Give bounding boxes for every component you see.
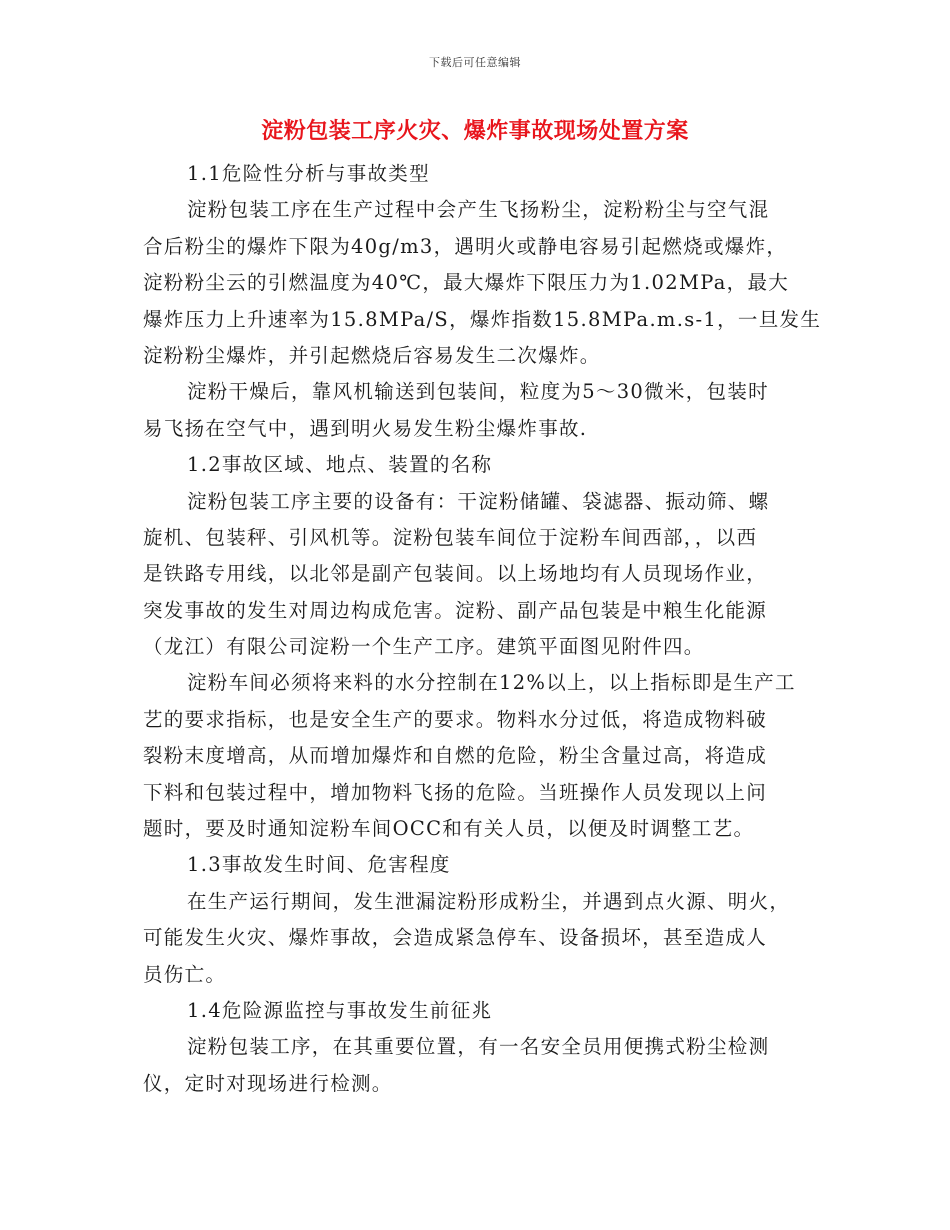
document-title: 淀粉包装工序火灾、爆炸事故现场处置方案 (261, 119, 689, 144)
text-line: 淀粉车间必须将来料的水分控制在12%以上，以上指标即是生产工 (187, 671, 796, 695)
section-heading: 1.1危险性分析与事故类型 (187, 162, 430, 185)
section-heading: 1.4危险源监控与事故发生前征兆 (187, 998, 493, 1022)
text-line: 艺的要求指标，也是安全生产的要求。物料水分过低，将造成物料破 (143, 707, 768, 731)
text-line: 下料和包装过程中，增加物料飞扬的危险。当班操作人员发现以上问 (143, 780, 768, 804)
text-line: 淀粉干燥后，靠风机输送到包装间，粒度为5～30微米，包装时 (187, 380, 769, 404)
text-line: （龙江）有限公司淀粉一个生产工序。建筑平面图见附件四。 (143, 635, 705, 659)
document-body (143, 156, 822, 1102)
text-line: 在生产运行期间，发生泄漏淀粉形成粉尘，并遇到点火源、明火， (187, 889, 791, 913)
header-note: 下载后可任意编辑 (429, 56, 521, 69)
text-line: 合后粉尘的爆炸下限为40g/m3，遇明火或静电容易引起燃烧或爆炸， (143, 234, 788, 258)
text-line: 淀粉粉尘云的引燃温度为40℃，最大爆炸下限压力为1.02MPa，最大 (143, 271, 790, 295)
text-line: 淀粉包装工序，在其重要位置，有一名安全员用便携式粉尘检测 (187, 1035, 770, 1059)
text-line: 突发事故的发生对周边构成危害。淀粉、副产品包装是中粮生化能源 (143, 598, 768, 622)
text-line: 淀粉粉尘爆炸，并引起燃烧后容易发生二次爆炸。 (143, 343, 601, 367)
text-line: 员伤亡。 (143, 962, 227, 986)
text-line: 爆炸压力上升速率为15.8MPa/S，爆炸指数15.8MPa.m.s-1，一旦发生 (143, 307, 822, 331)
text-line: 仪，定时对现场进行检测。 (143, 1071, 393, 1095)
section-heading: 1.3事故发生时间、危害程度 (187, 853, 451, 877)
text-line: 旋机、包装秤、引风机等。淀粉包装车间位于淀粉车间西部，，以西 (143, 525, 758, 549)
text-line: 题时，要及时通知淀粉车间OCC和有关人员，以便及时调整工艺。 (143, 817, 755, 841)
text-line: 淀粉包装工序主要的设备有：干淀粉储罐、袋滤器、振动筛、螺 (187, 489, 770, 513)
text-line: 可能发生火灾、爆炸事故，会造成紧急停车、设备损坏，甚至造成人 (143, 926, 768, 950)
text-line: 是铁路专用线，以北邻是副产包装间。以上场地均有人员现场作业， (143, 562, 768, 586)
text-line: 淀粉包装工序在生产过程中会产生飞扬粉尘，淀粉粉尘与空气混 (187, 198, 770, 222)
section-heading: 1.2事故区域、地点、装置的名称 (187, 453, 493, 477)
text-line: 易飞扬在空气中，遇到明火易发生粉尘爆炸事故. (143, 416, 588, 440)
text-line: 裂粉末度增高，从而增加爆炸和自燃的危险，粉尘含量过高，将造成 (143, 744, 768, 768)
